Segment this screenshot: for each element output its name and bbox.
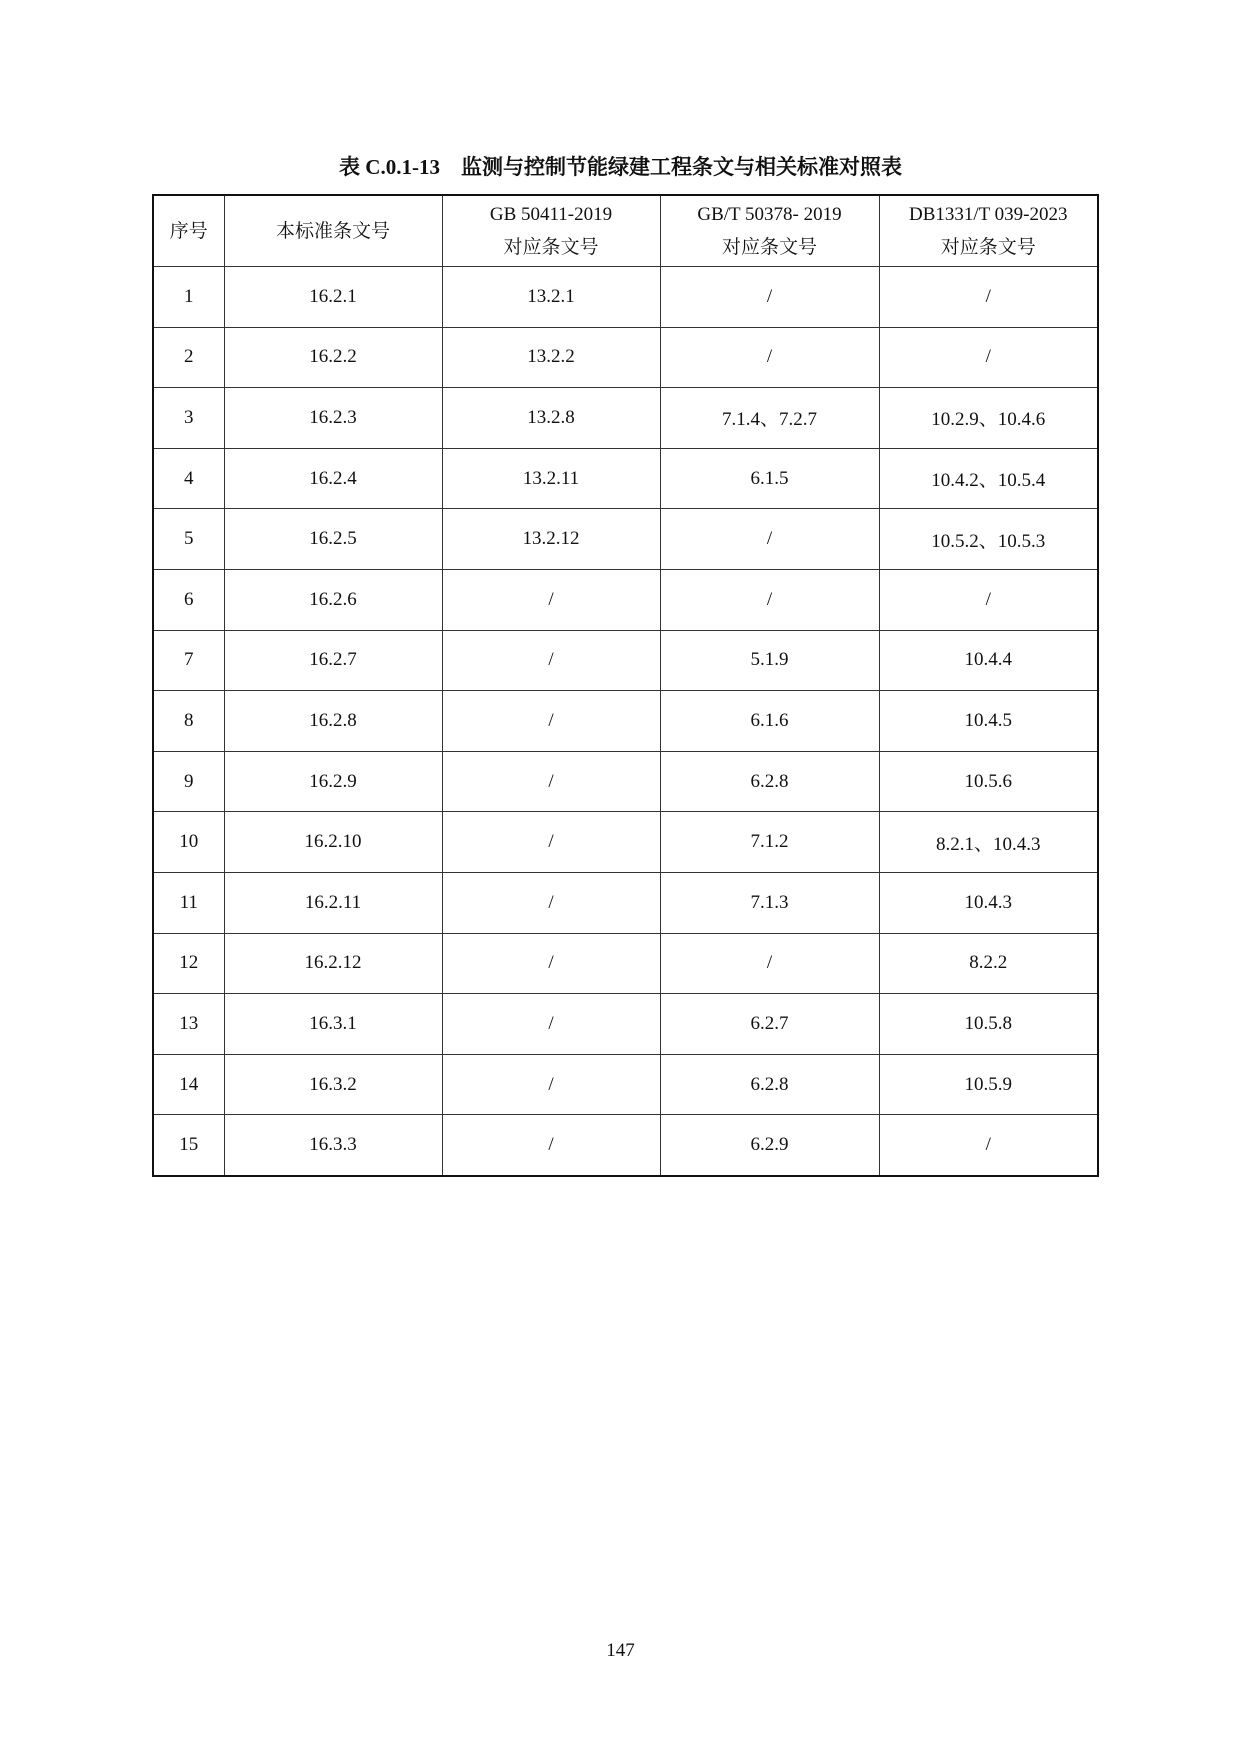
- clause-cell: 16.2.9: [224, 751, 442, 812]
- gbt50378-cell: 7.1.3: [660, 872, 879, 933]
- table-row: [153, 691, 1098, 752]
- index-cell: 4: [153, 448, 224, 509]
- gbt50378-cell: /: [660, 327, 879, 388]
- table-row: [153, 1115, 1098, 1176]
- gbt50378-cell: 6.2.8: [660, 751, 879, 812]
- db1331-cell: 8.2.2: [879, 933, 1098, 994]
- table-title: 表 C.0.1-13 监测与控制节能绿建工程条文与相关标准对照表: [339, 155, 902, 179]
- db1331-cell: 10.5.9: [879, 1054, 1098, 1115]
- table-body: [153, 267, 1098, 1176]
- gbt50378-cell: 6.1.5: [660, 448, 879, 509]
- table-row: [153, 267, 1098, 328]
- header-label: DB1331/T 039-2023: [908, 204, 1068, 225]
- header-cell-gbt50378: [660, 195, 879, 267]
- table-row: [153, 994, 1098, 1055]
- gbt50378-cell: 6.2.9: [660, 1115, 879, 1176]
- clause-cell: 16.2.12: [224, 933, 442, 994]
- clause-cell: 16.2.1: [224, 267, 442, 328]
- clause-cell: 16.2.2: [224, 327, 442, 388]
- page-number: 147: [606, 1640, 635, 1661]
- gb50411-cell: /: [442, 994, 660, 1055]
- gb50411-cell: /: [442, 933, 660, 994]
- index-cell: 2: [153, 327, 224, 388]
- clause-cell: 16.2.5: [224, 509, 442, 570]
- table-header: [153, 195, 1098, 267]
- gb50411-cell: 13.2.1: [442, 267, 660, 328]
- index-cell: 3: [153, 388, 224, 449]
- header-row: [153, 195, 1098, 267]
- db1331-cell: 8.2.1、10.4.3: [879, 812, 1098, 873]
- db1331-cell: 10.4.4: [879, 630, 1098, 691]
- gbt50378-cell: /: [660, 509, 879, 570]
- clause-cell: 16.3.2: [224, 1054, 442, 1115]
- standards-reference-table: [152, 194, 1099, 1177]
- table-row: [153, 327, 1098, 388]
- db1331-cell: 10.2.9、10.4.6: [879, 388, 1098, 449]
- db1331-cell: 10.4.5: [879, 691, 1098, 752]
- clause-cell: 16.2.7: [224, 630, 442, 691]
- header-cell-index: [153, 195, 224, 267]
- gb50411-cell: /: [442, 1054, 660, 1115]
- db1331-cell: /: [879, 267, 1098, 328]
- db1331-cell: 10.5.8: [879, 994, 1098, 1055]
- gb50411-cell: 13.2.11: [442, 448, 660, 509]
- table-row: [153, 872, 1098, 933]
- header-cell-clause: [224, 195, 442, 267]
- header-cell-db1331: [879, 195, 1098, 267]
- index-cell: 15: [153, 1115, 224, 1176]
- gbt50378-cell: 5.1.9: [660, 630, 879, 691]
- gb50411-cell: 13.2.12: [442, 509, 660, 570]
- gbt50378-cell: /: [660, 267, 879, 328]
- table-row: [153, 933, 1098, 994]
- db1331-cell: 10.4.3: [879, 872, 1098, 933]
- table-row: [153, 569, 1098, 630]
- index-cell: 7: [153, 630, 224, 691]
- gbt50378-cell: 6.1.6: [660, 691, 879, 752]
- table-row: [153, 388, 1098, 449]
- db1331-cell: 10.4.2、10.5.4: [879, 448, 1098, 509]
- gb50411-cell: /: [442, 630, 660, 691]
- clause-cell: 16.2.3: [224, 388, 442, 449]
- header-label: 序号: [169, 220, 208, 242]
- index-cell: 9: [153, 751, 224, 812]
- header-label: GB/T 50378- 2019: [697, 204, 842, 225]
- gbt50378-cell: 6.2.7: [660, 994, 879, 1055]
- index-cell: 13: [153, 994, 224, 1055]
- table-row: [153, 751, 1098, 812]
- gbt50378-cell: /: [660, 569, 879, 630]
- index-cell: 5: [153, 509, 224, 570]
- gb50411-cell: /: [442, 1115, 660, 1176]
- index-cell: 14: [153, 1054, 224, 1115]
- gb50411-cell: 13.2.8: [442, 388, 660, 449]
- gb50411-cell: 13.2.2: [442, 327, 660, 388]
- index-cell: 6: [153, 569, 224, 630]
- clause-cell: 16.2.8: [224, 691, 442, 752]
- clause-cell: 16.2.10: [224, 812, 442, 873]
- gb50411-cell: /: [442, 691, 660, 752]
- header-label: GB 50411-2019: [489, 204, 613, 225]
- db1331-cell: /: [879, 569, 1098, 630]
- header-sublabel: 对应条文号: [721, 237, 817, 258]
- clause-cell: 16.2.11: [224, 872, 442, 933]
- db1331-cell: /: [879, 327, 1098, 388]
- db1331-cell: /: [879, 1115, 1098, 1176]
- index-cell: 11: [153, 872, 224, 933]
- table-row: [153, 509, 1098, 570]
- index-cell: 8: [153, 691, 224, 752]
- gb50411-cell: /: [442, 569, 660, 630]
- header-sublabel: 对应条文号: [503, 237, 599, 258]
- header-cell-gb50411: [442, 195, 660, 267]
- index-cell: 12: [153, 933, 224, 994]
- gb50411-cell: /: [442, 751, 660, 812]
- gbt50378-cell: 6.2.8: [660, 1054, 879, 1115]
- db1331-cell: 10.5.6: [879, 751, 1098, 812]
- table-row: [153, 448, 1098, 509]
- db1331-cell: 10.5.2、10.5.3: [879, 509, 1098, 570]
- header-sublabel: 对应条文号: [940, 237, 1036, 258]
- gbt50378-cell: 7.1.4、7.2.7: [660, 388, 879, 449]
- index-cell: 1: [153, 267, 224, 328]
- clause-cell: 16.3.1: [224, 994, 442, 1055]
- table-row: [153, 1054, 1098, 1115]
- clause-cell: 16.2.6: [224, 569, 442, 630]
- clause-cell: 16.2.4: [224, 448, 442, 509]
- index-cell: 10: [153, 812, 224, 873]
- gbt50378-cell: 7.1.2: [660, 812, 879, 873]
- table-row: [153, 630, 1098, 691]
- table-row: [153, 812, 1098, 873]
- header-label: 本标准条文号: [275, 220, 390, 242]
- clause-cell: 16.3.3: [224, 1115, 442, 1176]
- gbt50378-cell: /: [660, 933, 879, 994]
- gb50411-cell: /: [442, 872, 660, 933]
- gb50411-cell: /: [442, 812, 660, 873]
